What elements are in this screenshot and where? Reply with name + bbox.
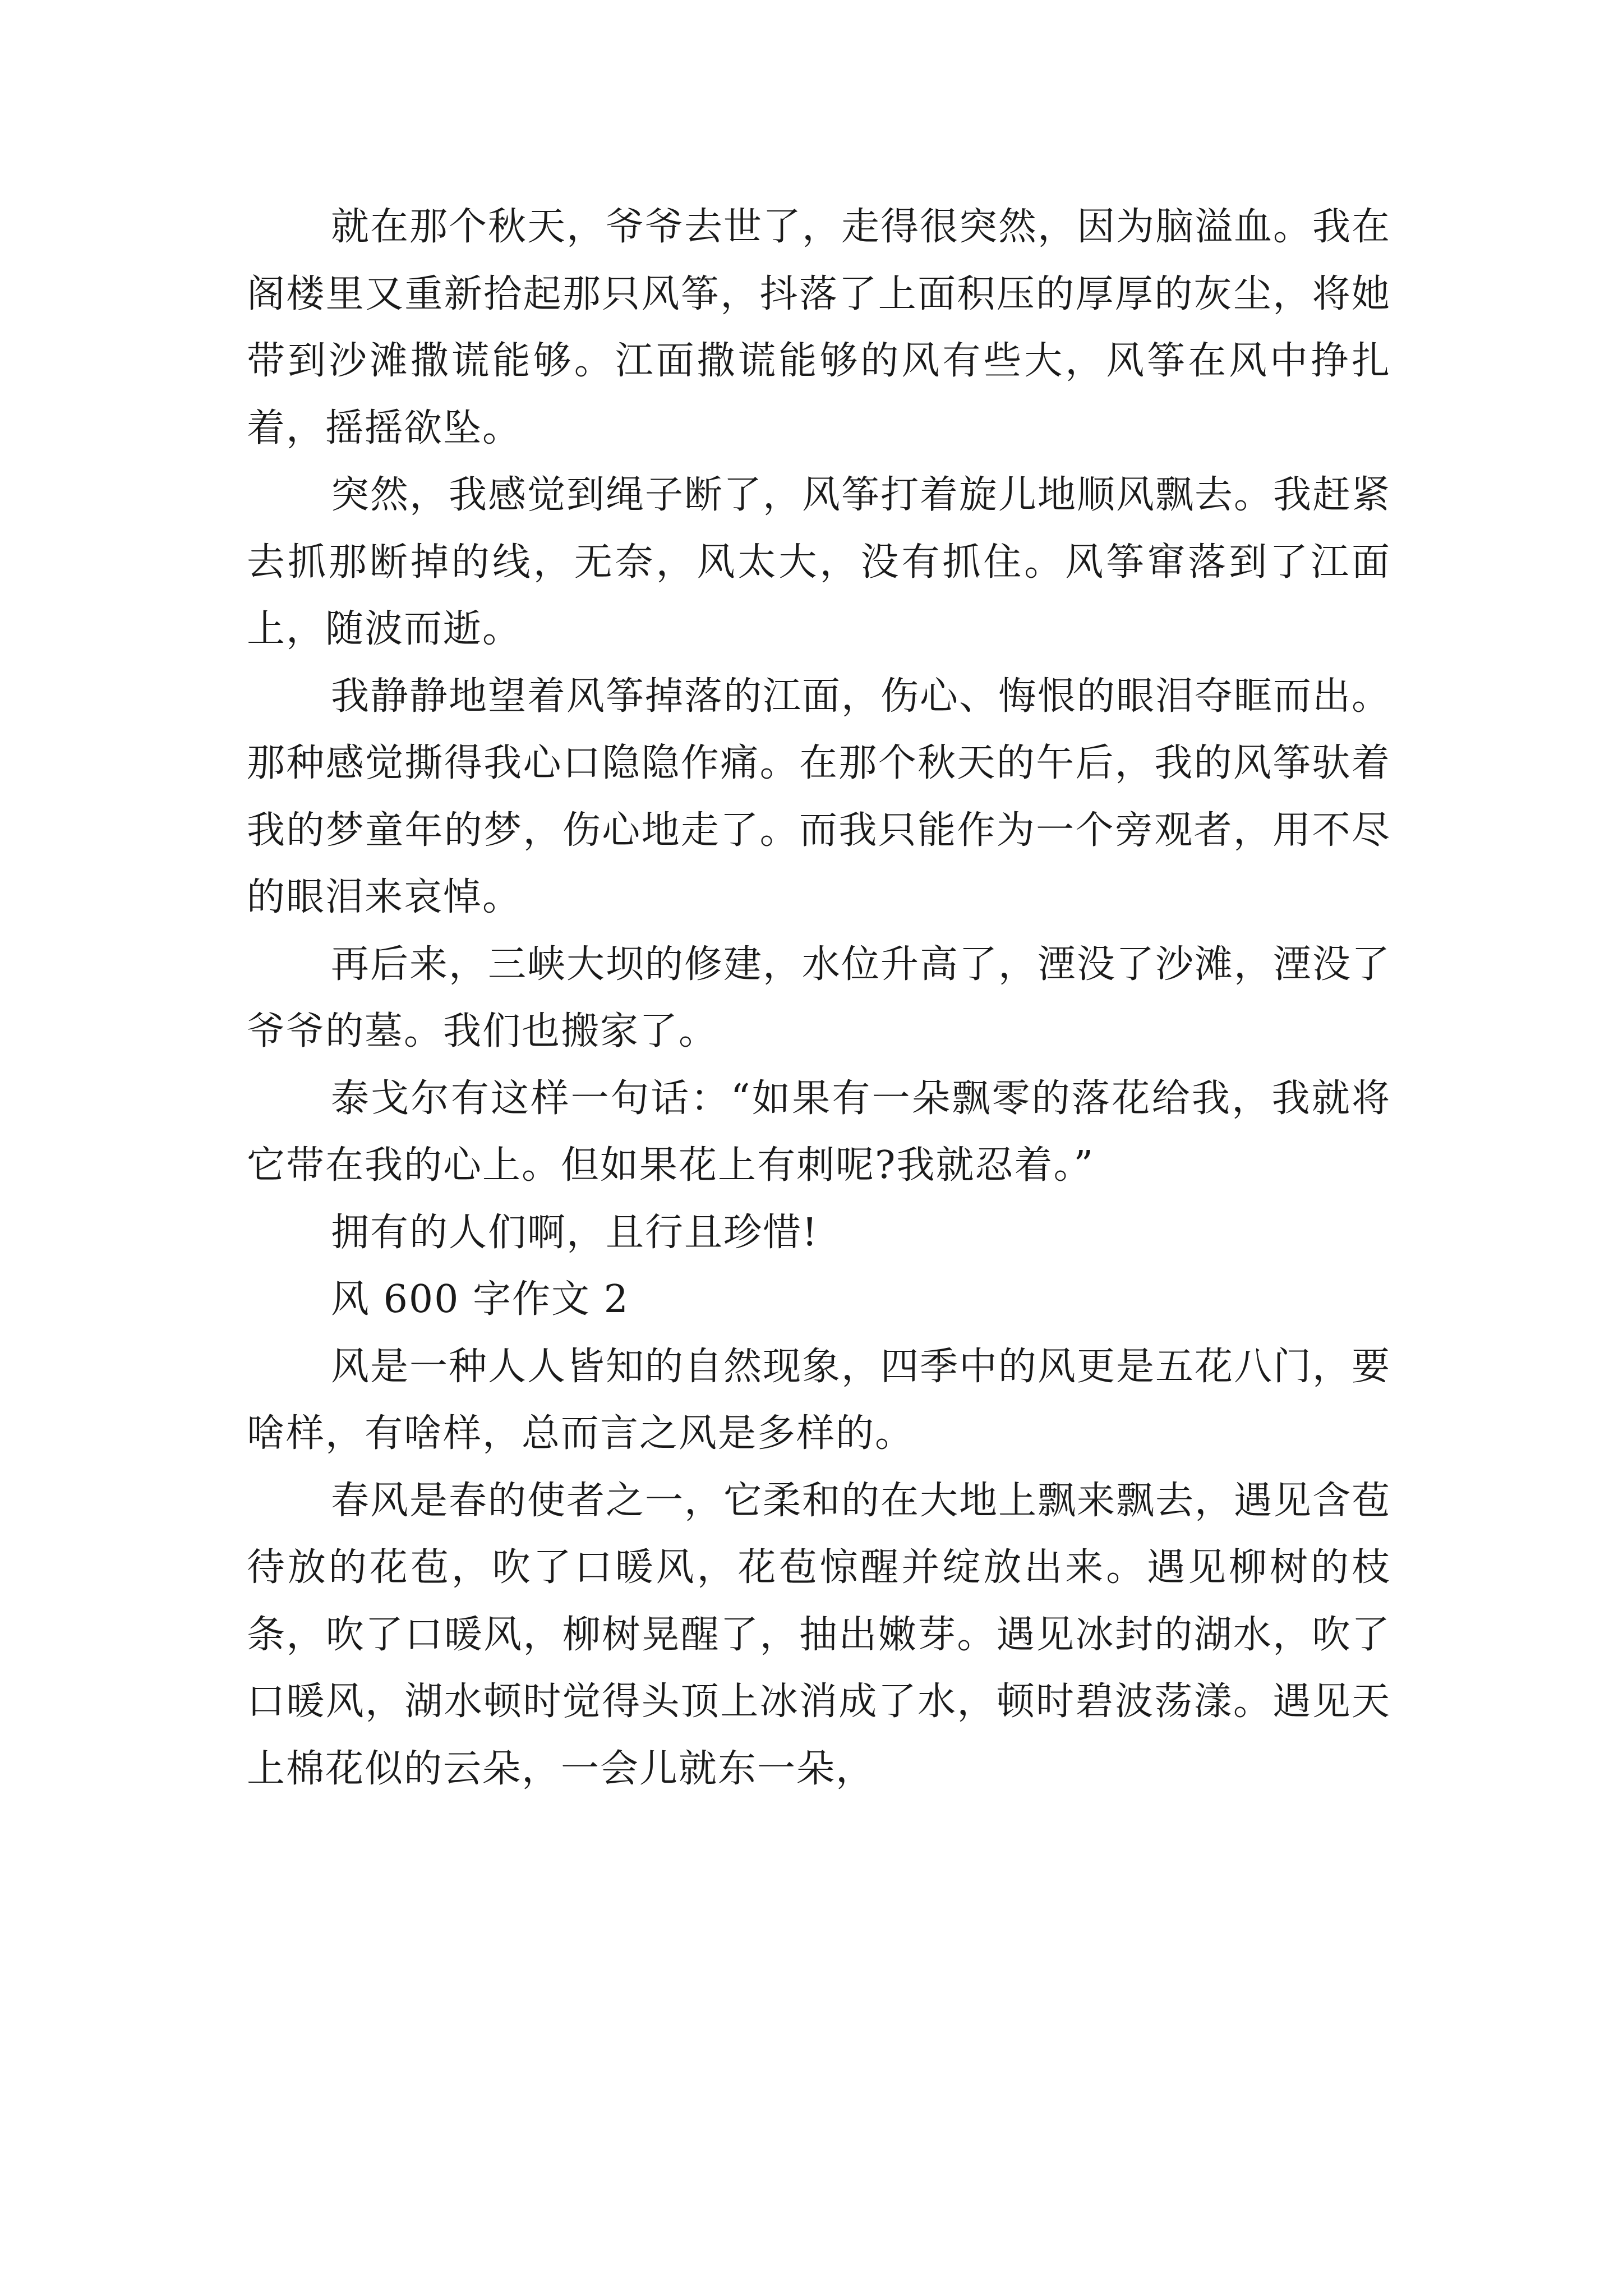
paragraph: 泰戈尔有这样一句话：“如果有一朵飘零的落花给我，我就将它带在我的心上。但如果花上有刺呢?我就忍着。” [247,1076,1391,1188]
paragraph: 春风是春的使者之一，它柔和的在大地上飘来飘去，遇见含苞待放的花苞，吹了口暖风，花苞惊醒并绽放出来。遇见柳树的枝条，吹了口暖风，柳树晃醒了，抽出嫩芽。遇见冰封的湖水，吹了口暖风，湖水顿时觉得头顶上冰消成了水，顿时碧波荡漾。遇见天上棉花似的云朵，一会儿就东一朵， [247,1478,1391,1791]
paragraph: 风是一种人人皆知的自然现象，四季中的风更是五花八门，要啥样，有啥样，总而言之风是多样的。 [247,1344,1391,1456]
paragraph: 拥有的人们啊，且行且珍惜! [331,1210,819,1255]
paragraph: 再后来，三峡大坝的修建，水位升高了，湮没了沙滩，湮没了爷爷的墓。我们也搬家了。 [247,942,1391,1053]
document-body [247,194,1391,1802]
paragraph: 我静静地望着风筝掉落的江面，伤心、悔恨的眼泪夺眶而出。那种感觉撕得我心口隐隐作痛。在那个秋天的午后，我的风筝驮着我的梦童年的梦，伤心地走了。而我只能作为一个旁观者，用不尽的眼泪来哀悼。 [247,674,1391,919]
paragraph: 就在那个秋天，爷爷去世了，走得很突然，因为脑溢血。我在阁楼里又重新拾起那只风筝，抖落了上面积压的厚厚的灰尘，将她带到沙滩撒谎能够。江面撒谎能够的风有些大，风筝在风中挣扎着，摇摇欲坠。 [247,205,1391,450]
paragraph: 突然，我感觉到绳子断了，风筝打着旋儿地顺风飘去。我赶紧去抓那断掉的线，无奈，风太大，没有抓住。风筝窜落到了江面上，随波而逝。 [247,473,1391,651]
section-heading: 风 600 字作文 2 [331,1277,629,1322]
